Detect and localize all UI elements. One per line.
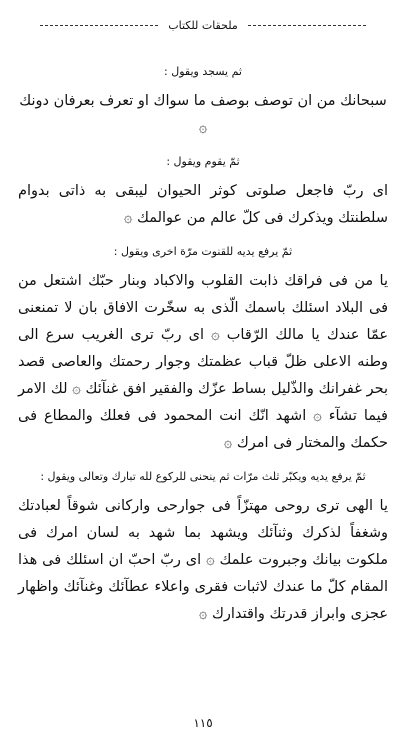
section-bowing (18, 467, 388, 628)
page-content (18, 62, 388, 638)
page-header (40, 16, 366, 34)
page-number: ١١٥ (193, 716, 213, 730)
section-qunut (18, 242, 388, 457)
instruction-text: ثمّ يرفع يديه للقنوت مرّة اخرى ويقول : (113, 245, 293, 258)
prayer-text: يا الهى ترى روحى مهتزّاً فى جوارحى واركانى شوقاً لعبادتك وشغفاً لذكرك وثنآئك ويشهد بما شهد به لسان امرك فى ملكوت بيانك وجبروت علمك ۞ اى ربّ احبّ ان اسئلك فى هذا المقام كلّ ما عندك لاثبات فقرى واعلاء عطآئك وغنآئك واظهار عجزى وابراز قدرتك واقتدارك ۞ (18, 498, 388, 622)
instruction-text: ثم يسجد ويقول : (164, 65, 242, 78)
header-dash-left (40, 25, 158, 26)
header-title: ملحقات للكتاب (168, 18, 238, 32)
instruction-text: ثمّ يرفع يديه ويكبّر ثلث مرّات ثم ينحنى للركوع لله تبارك وتعالى ويقول : (40, 470, 366, 483)
section-prostration (18, 62, 388, 142)
instruction-text: ثمّ يقوم ويقول : (166, 155, 240, 168)
prayer-text: سبحانك من ان توصف بوصف ما سواك او تعرف بعرفان دونك ۞ (19, 93, 387, 136)
prayer-text: يا من فى فراقك ذابت القلوب والاكباد وبنار حبّك اشتعل من فى البلاد اسئلك باسمك الّذى به سخّرت الافاق بان لا تمنعنى عمّا عندك يا مالك الرّقاب ۞ اى ربّ ترى الغريب سرع الى وطنه الاعلى ظلّ قباب عظمتك وجوار رحمتك والعاصى قصد بحر غفرانك والذّليل بساط عزّك والفقير افق غنآئك ۞ لك الامر فيما تشآء ۞ اشهد انّك انت المحمود فى فعلك والمطاع فى حكمك والمختار فى امرك ۞ (18, 273, 388, 451)
header-dash-right (248, 25, 366, 26)
section-standing (18, 152, 388, 232)
prayer-text: اى ربّ فاجعل صلوتى كوثر الحيوان ليبقى به ذاتى بدوام سلطنتك ويذكرك فى كلّ عالم من عوالمك ۞ (18, 183, 388, 226)
